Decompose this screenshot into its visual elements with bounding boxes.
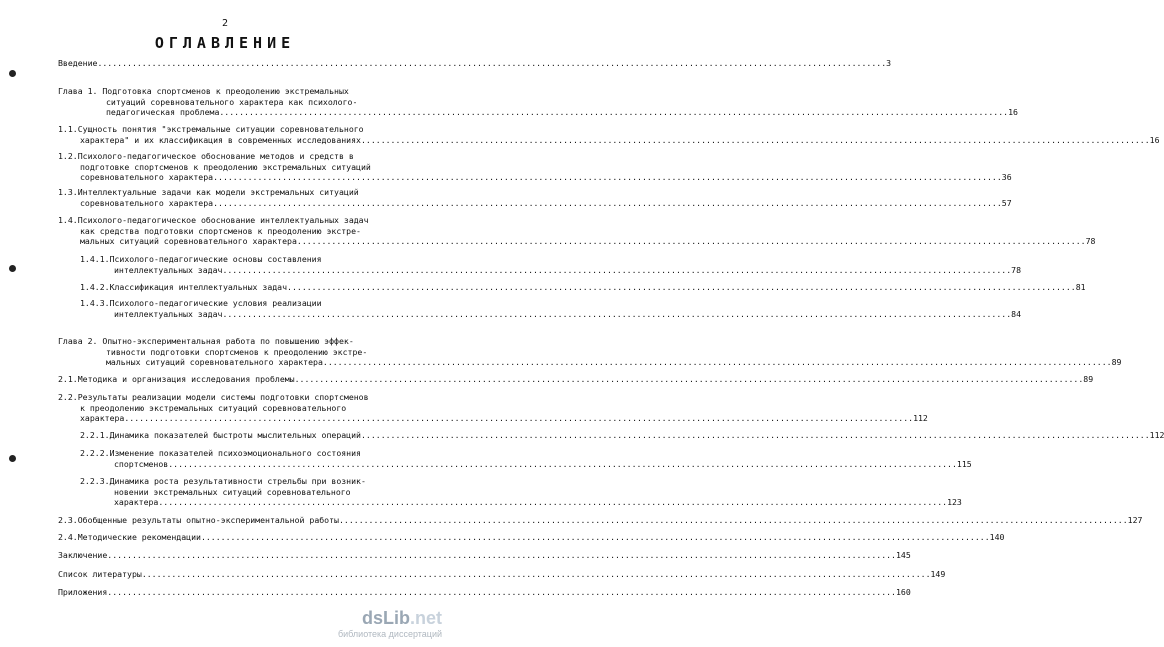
- toc-entry-1-4-3[interactable]: [80, 298, 1021, 319]
- toc-line: новении экстремальных ситуаций соревновательного: [114, 486, 351, 497]
- toc-page: 36: [1001, 172, 1012, 183]
- toc-line: 2.2.2.Изменение показателей психоэмоционального состояния: [80, 448, 361, 458]
- toc-entry-1-2[interactable]: [58, 151, 1012, 183]
- toc-page: 89: [1083, 374, 1094, 384]
- toc-line: характера: [114, 497, 159, 508]
- toc-entry-1-4[interactable]: [58, 215, 1096, 247]
- toc-line: Список литературы: [58, 569, 142, 579]
- toc-page: 149: [930, 569, 946, 579]
- toc-line: 2.2.3.Динамика роста результативности стрельбы при возник-: [80, 476, 366, 486]
- toc-page: 89: [1111, 357, 1122, 368]
- toc-line: 1.3.Интеллектуальные задачи как модели экстремальных ситуаций: [58, 187, 359, 197]
- toc-entry-1-1[interactable]: [58, 124, 1160, 145]
- page-title: ОГЛАВЛЕНИЕ: [154, 34, 296, 52]
- toc-line: Приложения: [58, 587, 108, 597]
- punch-hole: [9, 455, 16, 462]
- toc-line: характера: [80, 413, 125, 424]
- toc-page: 57: [1001, 197, 1012, 208]
- toc-entry-2-2-1[interactable]: [80, 430, 1164, 441]
- watermark-brand: dsLib: [361, 608, 410, 628]
- toc-page: 81: [1075, 282, 1086, 292]
- toc-line: к преодолению экстремальных ситуаций соревновательного: [80, 402, 347, 413]
- toc-entry-appendices[interactable]: [58, 587, 911, 598]
- toc-line: 2.4.Методические рекомендации: [58, 532, 201, 542]
- toc-entry-2-2-3[interactable]: [80, 476, 962, 508]
- watermark-logo: [338, 608, 442, 629]
- toc-page: 145: [895, 550, 911, 560]
- toc-entry-conclusion[interactable]: [58, 550, 911, 561]
- watermark-domain: .net: [409, 608, 442, 628]
- toc-entry-chapter-1[interactable]: [58, 86, 1018, 118]
- toc-line: как средства подготовки спортсменов к преодолению экстре-: [80, 225, 361, 236]
- toc-line: 2.1.Методика и организация исследования проблемы: [58, 374, 295, 384]
- toc-page: 78: [1085, 236, 1096, 247]
- toc-line: подготовке спортсменов к преодолению экстремальных ситуаций: [80, 161, 371, 172]
- punch-hole: [9, 265, 16, 272]
- toc-line: 1.4.1.Психолого-педагогические основы составления: [80, 254, 322, 264]
- toc-line: тивности подготовки спортсменов к преодолению экстре-: [106, 346, 368, 357]
- punch-hole: [9, 70, 16, 77]
- watermark: [338, 608, 442, 639]
- toc-entry-1-3[interactable]: [58, 187, 1012, 208]
- toc-page: 112: [913, 413, 928, 424]
- toc-entry-1-4-1[interactable]: [80, 254, 1021, 275]
- toc-line: Глава 1. Подготовка спортсменов к преодолению экстремальных: [58, 86, 349, 96]
- toc-entry-chapter-2[interactable]: [58, 336, 1122, 368]
- toc-page: 78: [1011, 264, 1021, 275]
- toc-line: 1.4.3.Психолого-педагогические условия реализации: [80, 298, 322, 308]
- toc-page: 84: [1011, 308, 1021, 319]
- toc-line: 1.1.Сущность понятия "экстремальные ситуации соревновательного: [58, 124, 364, 134]
- toc-line: 1.4.Психолого-педагогическое обоснование интеллектуальных задач: [58, 215, 369, 225]
- toc-line: спортсменов: [114, 458, 169, 469]
- toc-line: 1.4.2.Классификация интеллектуальных задач: [80, 282, 288, 292]
- toc-line: 2.3.Обобщенные результаты опытно-экспериментальной работы: [58, 515, 339, 525]
- toc-page: 127: [1127, 515, 1143, 525]
- toc-page: 112: [1149, 430, 1164, 440]
- toc-line: интеллектуальных задач: [114, 264, 223, 275]
- toc-page: 16: [1008, 107, 1018, 118]
- toc-entry-2-1[interactable]: [58, 374, 1094, 385]
- toc-entry-references[interactable]: [58, 569, 946, 580]
- toc-entry-2-2-2[interactable]: [80, 448, 972, 469]
- toc-line: ситуаций соревновательного характера как психолого-: [106, 96, 358, 107]
- toc-page: 123: [947, 497, 962, 508]
- toc-line: соревновательного характера: [80, 197, 214, 208]
- toc-page: 160: [895, 587, 911, 597]
- toc-page: 16: [1149, 134, 1160, 145]
- toc-label: Введение: [58, 58, 98, 68]
- toc-entry-2-3[interactable]: [58, 515, 1143, 526]
- toc-line: педагогическая проблема: [106, 107, 220, 118]
- watermark-subtitle: библиотека диссертаций: [337, 629, 442, 639]
- toc-line: Заключение: [58, 550, 108, 560]
- toc-line: мальных ситуаций соревновательного характера: [80, 236, 297, 247]
- toc-page: 140: [989, 532, 1005, 542]
- toc-page: 3: [886, 58, 892, 68]
- toc-line: мальных ситуаций соревновательного характера: [106, 357, 323, 368]
- toc-line: 2.2.Результаты реализации модели системы подготовки спортсменов: [58, 392, 369, 402]
- toc-line: характера" и их классификация в современных исследованиях: [80, 134, 361, 145]
- toc-line: интеллектуальных задач: [114, 308, 223, 319]
- toc-line: соревновательного характера: [80, 172, 214, 183]
- toc-entry-2-4[interactable]: [58, 532, 1005, 543]
- toc-entry-2-2[interactable]: [58, 392, 928, 424]
- toc-line: 2.2.1.Динамика показателей быстроты мыслительных операций: [80, 430, 361, 440]
- toc-page: 115: [956, 458, 972, 469]
- toc-line: Глава 2. Опытно-экспериментальная работа по повышению эффек-: [58, 336, 354, 346]
- page-number: 2: [221, 18, 229, 29]
- toc-entry-intro[interactable]: [58, 58, 892, 69]
- toc-entry-1-4-2[interactable]: [80, 282, 1086, 293]
- toc-line: 1.2.Психолого-педагогическое обоснование методов и средств в: [58, 151, 354, 161]
